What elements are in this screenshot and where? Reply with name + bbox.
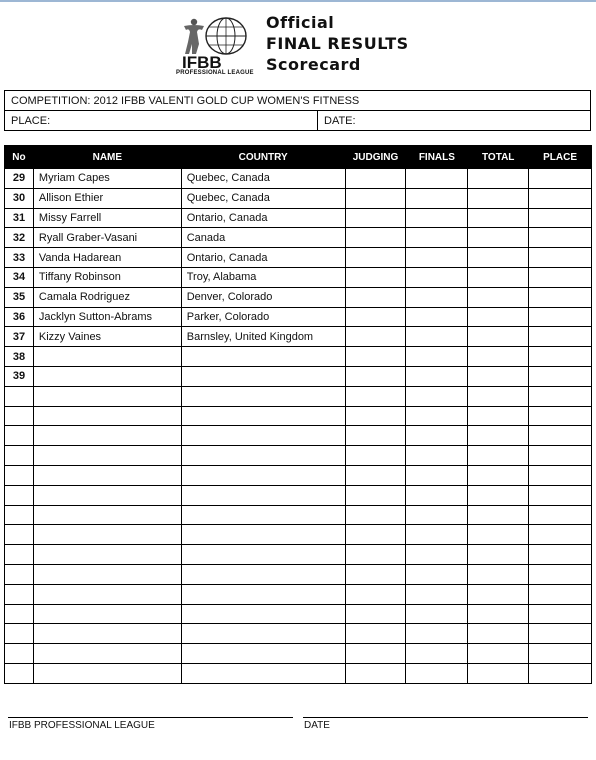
row-judging [345, 584, 406, 604]
row-number [5, 386, 34, 406]
row-number [5, 584, 34, 604]
row-number: 39 [5, 366, 34, 386]
row-name [33, 446, 181, 466]
row-place [529, 644, 592, 664]
row-name: Tiffany Robinson [33, 267, 181, 287]
table-row [5, 584, 592, 604]
row-number: 37 [5, 327, 34, 347]
row-total [468, 564, 529, 584]
row-name: Jacklyn Sutton-Abrams [33, 307, 181, 327]
row-judging [345, 287, 406, 307]
row-judging [345, 545, 406, 565]
row-number: 29 [5, 169, 34, 189]
row-finals [406, 347, 468, 367]
row-name [33, 485, 181, 505]
row-number [5, 663, 34, 683]
row-place [529, 525, 592, 545]
row-judging [345, 228, 406, 248]
row-total [468, 327, 529, 347]
row-judging [345, 485, 406, 505]
row-judging [345, 604, 406, 624]
row-place [529, 485, 592, 505]
row-total [468, 228, 529, 248]
row-finals [406, 267, 468, 287]
table-row [5, 208, 592, 228]
row-country [181, 604, 345, 624]
row-judging [345, 307, 406, 327]
row-finals [406, 564, 468, 584]
row-total [468, 406, 529, 426]
footer-league-label: IFBB PROFESSIONAL LEAGUE [9, 720, 155, 731]
row-number: 34 [5, 267, 34, 287]
row-judging [345, 644, 406, 664]
row-judging [345, 347, 406, 367]
row-total [468, 426, 529, 446]
row-country: Barnsley, United Kingdom [181, 327, 345, 347]
row-place [529, 248, 592, 268]
row-judging [345, 386, 406, 406]
row-country [181, 347, 345, 367]
place-cell [5, 111, 318, 131]
row-judging [345, 564, 406, 584]
row-place [529, 584, 592, 604]
col-finals: FINALS [406, 146, 468, 169]
row-finals [406, 327, 468, 347]
row-place [529, 505, 592, 525]
row-country: Ontario, Canada [181, 208, 345, 228]
competition-value: 2012 IFBB VALENTI GOLD CUP WOMEN'S FITNESS [93, 94, 360, 107]
row-finals [406, 644, 468, 664]
row-judging [345, 446, 406, 466]
row-total [468, 644, 529, 664]
row-number [5, 564, 34, 584]
row-name [33, 663, 181, 683]
row-name: Ryall Graber-Vasani [33, 228, 181, 248]
row-finals [406, 228, 468, 248]
row-finals [406, 208, 468, 228]
row-number [5, 604, 34, 624]
row-place [529, 327, 592, 347]
row-name [33, 644, 181, 664]
table-header-row [5, 146, 592, 169]
row-number: 33 [5, 248, 34, 268]
row-place [529, 366, 592, 386]
row-number [5, 505, 34, 525]
col-no: No [5, 146, 34, 169]
row-total [468, 624, 529, 644]
row-total [468, 465, 529, 485]
date-label: DATE: [324, 114, 356, 127]
row-place [529, 287, 592, 307]
table-row [5, 663, 592, 683]
row-finals [406, 446, 468, 466]
row-country: Troy, Alabama [181, 267, 345, 287]
table-row [5, 169, 592, 189]
row-place [529, 169, 592, 189]
table-row [5, 267, 592, 287]
row-place [529, 426, 592, 446]
row-finals [406, 406, 468, 426]
row-finals [406, 525, 468, 545]
row-judging [345, 169, 406, 189]
col-place: PLACE [529, 146, 592, 169]
logo-text: IFBB [182, 53, 222, 72]
row-country [181, 584, 345, 604]
row-finals [406, 663, 468, 683]
table-row [5, 505, 592, 525]
col-judging: JUDGING [345, 146, 406, 169]
signature-line-date [303, 717, 588, 718]
row-judging [345, 663, 406, 683]
row-country [181, 564, 345, 584]
row-name [33, 564, 181, 584]
row-judging [345, 406, 406, 426]
date-cell [318, 111, 591, 131]
row-finals [406, 505, 468, 525]
row-finals [406, 248, 468, 268]
row-finals [406, 604, 468, 624]
table-row [5, 465, 592, 485]
table-row [5, 188, 592, 208]
row-country [181, 426, 345, 446]
row-judging [345, 327, 406, 347]
row-name: Vanda Hadarean [33, 248, 181, 268]
row-finals [406, 366, 468, 386]
row-finals [406, 465, 468, 485]
row-country [181, 366, 345, 386]
row-name: Missy Farrell [33, 208, 181, 228]
row-judging [345, 505, 406, 525]
scorecard-header [168, 12, 468, 82]
row-place [529, 564, 592, 584]
ifbb-logo [172, 16, 256, 78]
row-total [468, 505, 529, 525]
row-total [468, 248, 529, 268]
row-finals [406, 287, 468, 307]
row-total [468, 287, 529, 307]
table-row [5, 624, 592, 644]
row-name: Myriam Capes [33, 169, 181, 189]
row-place [529, 446, 592, 466]
row-total [468, 386, 529, 406]
row-country: Ontario, Canada [181, 248, 345, 268]
top-border [0, 0, 596, 2]
competition-label: COMPETITION: [11, 94, 91, 107]
row-place [529, 663, 592, 683]
table-row [5, 485, 592, 505]
row-number [5, 406, 34, 426]
table-row [5, 327, 592, 347]
row-place [529, 624, 592, 644]
row-place [529, 307, 592, 327]
row-finals [406, 485, 468, 505]
row-name [33, 406, 181, 426]
table-row [5, 307, 592, 327]
row-country [181, 446, 345, 466]
table-row [5, 545, 592, 565]
row-number: 31 [5, 208, 34, 228]
row-finals [406, 169, 468, 189]
row-number: 38 [5, 347, 34, 367]
row-country [181, 465, 345, 485]
globe-figure-icon [172, 16, 256, 56]
row-total [468, 267, 529, 287]
row-name [33, 347, 181, 367]
row-total [468, 663, 529, 683]
col-name: NAME [33, 146, 181, 169]
table-row [5, 644, 592, 664]
table-row [5, 564, 592, 584]
row-country [181, 406, 345, 426]
row-number: 35 [5, 287, 34, 307]
row-country [181, 644, 345, 664]
row-number: 32 [5, 228, 34, 248]
table-row [5, 228, 592, 248]
row-name [33, 366, 181, 386]
row-total [468, 188, 529, 208]
col-country: COUNTRY [181, 146, 345, 169]
row-number [5, 545, 34, 565]
row-place [529, 208, 592, 228]
row-finals [406, 545, 468, 565]
row-total [468, 366, 529, 386]
row-name [33, 604, 181, 624]
row-country [181, 663, 345, 683]
row-number [5, 426, 34, 446]
row-name [33, 386, 181, 406]
row-name: Camala Rodriguez [33, 287, 181, 307]
table-row [5, 287, 592, 307]
row-judging [345, 208, 406, 228]
row-country [181, 505, 345, 525]
row-place [529, 267, 592, 287]
row-total [468, 485, 529, 505]
table-row [5, 386, 592, 406]
col-total: TOTAL [468, 146, 529, 169]
row-country: Denver, Colorado [181, 287, 345, 307]
table-row [5, 426, 592, 446]
row-total [468, 208, 529, 228]
row-name [33, 465, 181, 485]
row-country [181, 624, 345, 644]
row-country: Quebec, Canada [181, 188, 345, 208]
row-number [5, 446, 34, 466]
row-name [33, 525, 181, 545]
row-number [5, 485, 34, 505]
logo-subtext: PROFESSIONAL LEAGUE [176, 70, 254, 76]
row-country [181, 525, 345, 545]
row-country [181, 485, 345, 505]
row-number [5, 624, 34, 644]
row-country [181, 386, 345, 406]
row-total [468, 545, 529, 565]
row-judging [345, 426, 406, 446]
row-judging [345, 465, 406, 485]
results-table [4, 145, 592, 684]
place-label: PLACE: [11, 114, 51, 127]
row-country: Quebec, Canada [181, 169, 345, 189]
table-row [5, 248, 592, 268]
row-place [529, 545, 592, 565]
footer-date-label: DATE [304, 720, 330, 731]
scorecard-title [266, 12, 409, 75]
row-country: Canada [181, 228, 345, 248]
row-total [468, 169, 529, 189]
title-line-final-results: FINAL RESULTS [266, 34, 409, 53]
title-line-official: Official [266, 13, 335, 32]
table-row [5, 347, 592, 367]
row-place [529, 465, 592, 485]
row-place [529, 386, 592, 406]
row-place [529, 406, 592, 426]
row-judging [345, 525, 406, 545]
table-row [5, 446, 592, 466]
row-finals [406, 426, 468, 446]
row-total [468, 584, 529, 604]
row-total [468, 347, 529, 367]
table-row [5, 366, 592, 386]
table-row [5, 525, 592, 545]
row-finals [406, 624, 468, 644]
row-place [529, 228, 592, 248]
title-line-scorecard: Scorecard [266, 55, 361, 74]
row-judging [345, 366, 406, 386]
row-number: 30 [5, 188, 34, 208]
row-judging [345, 267, 406, 287]
row-place [529, 188, 592, 208]
row-number: 36 [5, 307, 34, 327]
row-total [468, 446, 529, 466]
row-judging [345, 188, 406, 208]
row-name [33, 624, 181, 644]
row-finals [406, 307, 468, 327]
row-finals [406, 584, 468, 604]
row-country [181, 545, 345, 565]
row-finals [406, 188, 468, 208]
row-name [33, 426, 181, 446]
row-number [5, 525, 34, 545]
row-total [468, 525, 529, 545]
signature-line-league [8, 717, 293, 718]
row-country: Parker, Colorado [181, 307, 345, 327]
row-judging [345, 248, 406, 268]
row-name: Kizzy Vaines [33, 327, 181, 347]
competition-info-table [4, 90, 591, 131]
row-name: Allison Ethier [33, 188, 181, 208]
row-name [33, 584, 181, 604]
table-row [5, 406, 592, 426]
row-place [529, 604, 592, 624]
row-name [33, 505, 181, 525]
row-total [468, 604, 529, 624]
row-place [529, 347, 592, 367]
row-finals [406, 386, 468, 406]
row-number [5, 465, 34, 485]
row-total [468, 307, 529, 327]
row-name [33, 545, 181, 565]
table-row [5, 604, 592, 624]
row-number [5, 644, 34, 664]
row-judging [345, 624, 406, 644]
competition-cell [5, 91, 591, 111]
